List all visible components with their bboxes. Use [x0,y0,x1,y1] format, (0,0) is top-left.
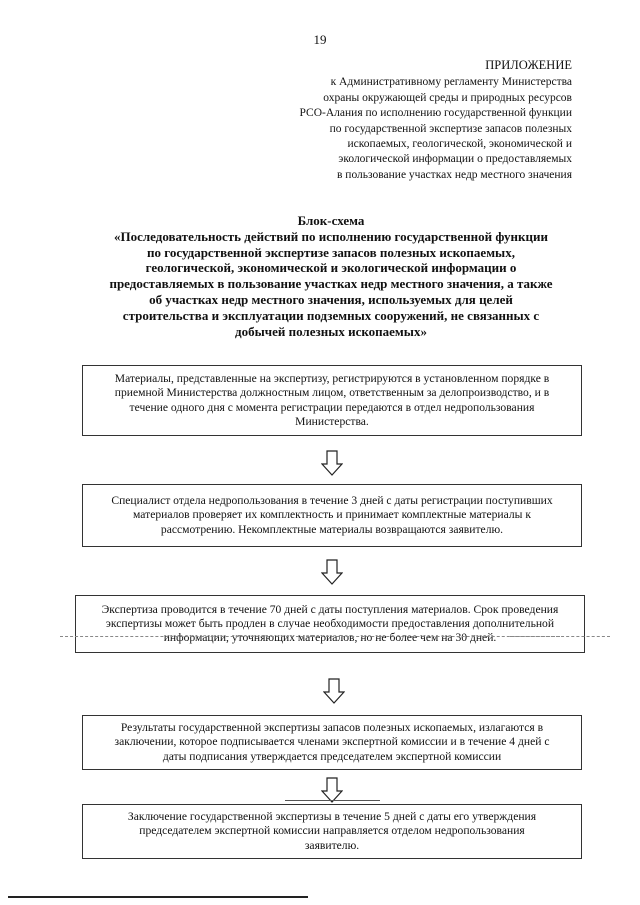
step-text-line: Материалы, представленные на экспертизу, регистрируются в установленном порядке в [114,372,550,386]
flow-step-conclusion [82,715,582,770]
appendix-line: экологической информации о предоставляемых [338,153,572,166]
step-text-line: течение одного дня с момента регистрации передаются в отдел недропользования [129,400,535,414]
down-arrow-icon [323,678,345,704]
step-text-line: заключении, которое подписывается членами экспертной комиссии и в течение 4 дней с [114,735,550,749]
scan-dashed-line [510,636,610,637]
appendix-title: ПРИЛОЖЕНИЕ [485,58,572,72]
scheme-subtitle-line: добычей полезных ископаемых» [235,323,427,339]
appendix-line: охраны окружающей среды и природных ресурсов [323,91,572,104]
footer-rule [8,896,308,898]
step-text-line: заявителю. [304,838,360,852]
appendix-line: по государственной экспертизе запасов полезных [329,122,572,135]
appendix-block [232,58,572,183]
appendix-line: в пользование участках недр местного значения [336,168,572,181]
scheme-subtitle-line: «Последовательность действий по исполнению государственной функции [113,228,549,244]
step-text-line: Специалист отдела недропользования в течение 3 дней с даты регистрации поступивших [111,494,553,508]
scan-dashed-line [60,636,560,637]
step-text-line: рассмотрению. Некомплектные материалы возвращаются заявителю. [160,522,504,536]
appendix-line: к Административному регламенту Министерства [330,76,572,89]
flow-step-registration [82,365,582,436]
scheme-title: Блок-схема [297,213,365,228]
appendix-line: РСО-Алания по исполнению государственной функции [299,107,572,120]
step-text-line: Министерства. [295,414,369,428]
step-text-line: Заключение государственной экспертизы в течение 5 дней с даты его утверждения [127,810,537,824]
scheme-subtitle-line: об участках недр местного значения, используемых для целей [149,291,513,307]
step-text-line: председателем экспертной комиссии направляется отделом недропользования [139,824,525,838]
scheme-heading [66,213,596,339]
step-text-line: Экспертиза проводится в течение 70 дней с даты поступления материалов. Срок проведения [101,602,559,616]
flow-step-expertise [75,595,585,653]
step-text-line: даты подписания утверждается председателем экспертной комиссии [162,749,502,763]
scan-line [285,800,380,801]
step-text-line: приемной Министерства должностным лицом, ответственным за делопроизводство, и в [114,386,550,400]
flow-step-completeness-check [82,484,582,547]
page-number: 19 [313,32,327,47]
step-text-line: Результаты государственной экспертизы запасов полезных ископаемых, излагаются в [120,721,544,735]
scheme-subtitle-line: строительства и эксплуатации подземных сооружений, не связанных с [122,307,540,323]
step-text-line: материалов проверяет их комплектность и принимает комплектные материалы к [133,508,531,522]
appendix-line: ископаемых, геологической, экономической и [347,138,572,151]
step-text-line: информации, уточняющих материалов, но не более чем на 30 дней. [163,631,497,645]
down-arrow-icon [321,450,343,476]
step-text-line: экспертизы может быть продлен в случае необходимости предоставления дополнительной [105,616,555,630]
down-arrow-icon [321,559,343,585]
scheme-subtitle-line: по государственной экспертизе запасов полезных ископаемых, [147,244,515,260]
scheme-subtitle-line: геологической, экономической и экологической информации о [145,260,517,276]
flow-step-dispatch [82,804,582,859]
scheme-subtitle-line: предоставляемых в пользование участках недр местного значения, а также [109,276,553,292]
